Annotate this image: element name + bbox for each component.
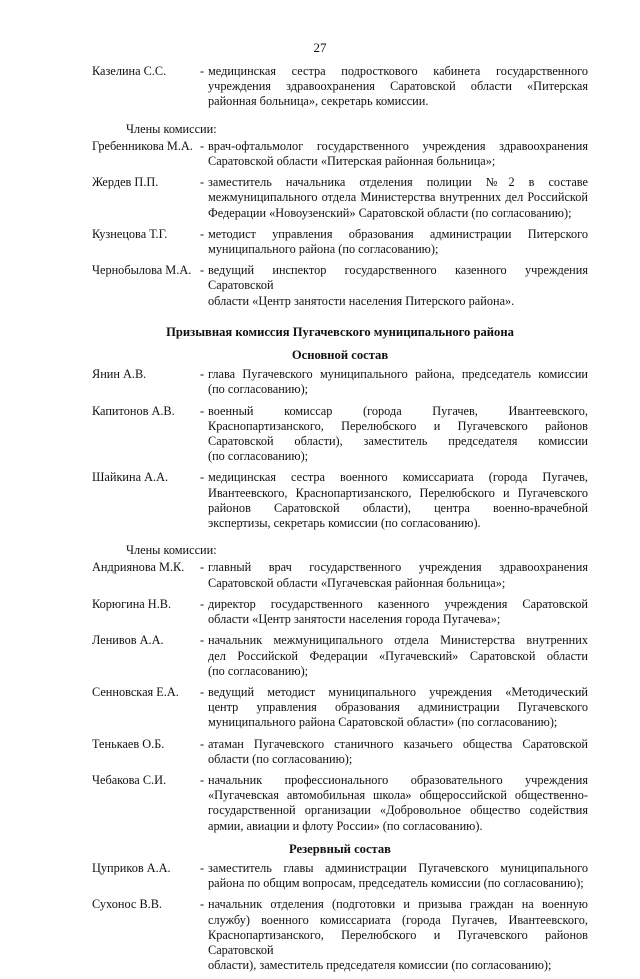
dash-separator: - [200,596,205,611]
member-description [208,737,588,767]
dash-separator: - [200,470,205,485]
description-line: муниципального района (по согласованию); [208,242,439,257]
description-line: области «Центр занятости населения Питерского района». [208,293,515,308]
member-description [208,175,588,221]
description-line: области (по согласованию); [208,751,353,766]
commission-member-entry [92,227,588,257]
description-line: межмуниципального отдела Министерства внутренних дел Российской [208,190,588,205]
description-line: района по общим вопросам, председатель комиссии (по согласованию); [208,876,584,891]
member-name: Цуприков А.А. [92,860,171,875]
member-description [208,470,588,531]
description-line: (по согласованию); [208,449,309,464]
commission-member-entry [92,597,588,627]
member-description [208,560,588,590]
commission-member-entry [92,737,588,767]
commission-member-entry [92,560,588,590]
description-line: заместитель главы администрации Пугачевского муниципального [208,860,588,875]
member-name: Жердев П.П. [92,175,159,190]
subsection-title: Резервный состав [289,841,391,856]
description-line: армии, авиации и флоту России» (по согласованию). [208,818,483,833]
member-name: Казелина С.С. [92,64,167,78]
section-title: Призывная комиссия Пугачевского муниципального района [166,324,514,339]
member-description [208,633,588,679]
member-description [208,367,588,397]
description-line: ведущий инспектор государственного казенного учреждения Саратовской [208,263,588,293]
description-line: (по согласованию); [208,663,309,678]
member-description [208,685,588,731]
description-line: военный комиссар (города Пугачев, Ивантеевского, [208,403,588,418]
commission-member-entry [92,685,588,731]
description-line: центр управления образования администрации Пугачевского [208,700,588,715]
member-name: Янин А.В. [92,367,147,382]
description-line: области «Центр занятости населения города Пугачева»; [208,612,501,627]
member-name: Тенькаев О.Б. [92,736,165,751]
member-description [208,227,588,257]
description-line: ведущий методист муниципального учреждения «Методический [208,684,588,699]
description-line: районов Саратовской области), центра военно-врачебной [208,500,588,515]
commission-member-entry [92,263,588,309]
member-name: Гребенникова М.А. [92,138,193,153]
commission-member-entry [92,367,588,397]
dash-separator: - [200,64,205,78]
description-line: начальник отделения (подготовки и призыва граждан на военную [208,897,588,912]
description-line: главный врач государственного учреждения здравоохранения [208,560,588,575]
description-line: атаман Пугачевского станичного казачьего общества Саратовской [208,736,588,751]
members-heading: Члены комиссии: [126,121,217,136]
page-number: 27 [313,40,327,55]
dash-separator: - [200,772,205,787]
document-body [92,64,588,979]
description-line: Саратовской области «Питерская районная больница»; [208,154,496,169]
member-name: Сухонос В.В. [92,897,162,912]
description-line: медицинская сестра военного комиссариата (города Пугачев, [208,470,588,485]
commission-member-entry [92,175,588,221]
member-description [208,897,588,973]
member-name: Андриянова М.К. [92,560,185,575]
description-line: «Пугачевская автомобильная школа» общероссийской общественно- [208,788,588,803]
description-line: начальник межмуниципального отдела Министерства внутренних [208,633,588,648]
member-description [208,597,588,627]
description-line: директор государственного казенного учреждения Саратовской [208,596,588,611]
description-line: начальник профессионального образовательного учреждения [208,772,588,787]
member-name: Капитонов А.В. [92,403,175,418]
description-line: заместитель начальника отделения полиции №2 в составе [208,175,588,190]
commission-member-entry [92,64,588,110]
dash-separator: - [200,860,205,875]
description-line: Ивантеевского, Краснопартизанского, Перелюбского и Пугачевского [208,485,588,500]
description-line: медицинская сестра подросткового кабинета государственного [208,64,588,78]
commission-member-entry [92,861,588,891]
description-line: районная больница», секретарь комиссии. [208,94,429,109]
member-name: Чебакова С.И. [92,772,167,787]
description-line: (по согласованию); [208,382,309,397]
description-line: учреждения здравоохранения Саратовской области «Питерская [208,79,588,94]
dash-separator: - [200,560,205,575]
dash-separator: - [200,226,205,241]
member-description [208,404,588,465]
member-name: Чернобылова М.А. [92,263,192,278]
members-heading: Члены комиссии: [126,543,217,558]
description-line: дел Российской Федерации «Пугачевский» Саратовской области [208,648,588,663]
description-line: службу) военного комиссариата (города Пугачев, Ивантеевского, [208,912,588,927]
commission-member-entry [92,470,588,531]
member-description [208,139,588,169]
description-line: глава Пугачевского муниципального района, председатель комиссии [208,367,588,382]
member-description [208,861,588,891]
description-line: государственной организации «Добровольное общество содействия [208,803,588,818]
description-line: муниципального района Саратовской области» (по согласованию); [208,715,558,730]
dash-separator: - [200,684,205,699]
dash-separator: - [200,138,205,153]
description-line: области), заместитель председателя комиссии (по согласованию); [208,958,552,973]
member-name: Шайкина А.А. [92,470,169,485]
member-description [208,64,588,110]
commission-member-entry [92,897,588,973]
description-line: Федерации «Новоузенский» Саратовской области (по согласованию); [208,205,572,220]
description-line: Краснопартизанского, Перелюбского и Пугачевского районов [208,418,588,433]
description-line: Саратовской области), заместитель председателя комиссии [208,434,588,449]
member-name: Ленивов А.А. [92,633,164,648]
dash-separator: - [200,367,205,382]
member-description [208,263,588,309]
dash-separator: - [200,897,205,912]
description-line: Краснопартизанского, Перелюбского и Пугачевского районов Саратовской [208,927,588,957]
description-line: Саратовской области «Пугачевская районная больница»; [208,575,506,590]
dash-separator: - [200,263,205,278]
commission-member-entry [92,633,588,679]
dash-separator: - [200,633,205,648]
description-line: методист управления образования администрации Питерского [208,226,588,241]
commission-member-entry [92,404,588,465]
commission-member-entry [92,139,588,169]
dash-separator: - [200,736,205,751]
dash-separator: - [200,403,205,418]
member-description [208,773,588,834]
commission-member-entry [92,773,588,834]
member-name: Сенновская Е.А. [92,684,179,699]
description-line: врач-офтальмолог государственного учреждения здравоохранения [208,138,588,153]
dash-separator: - [200,175,205,190]
description-line: экспертизы, секретарь комиссии (по согласованию). [208,516,481,531]
subsection-title: Основной состав [291,348,389,363]
member-name: Кузнецова Т.Г. [92,226,168,241]
member-name: Корюгина Н.В. [92,596,172,611]
